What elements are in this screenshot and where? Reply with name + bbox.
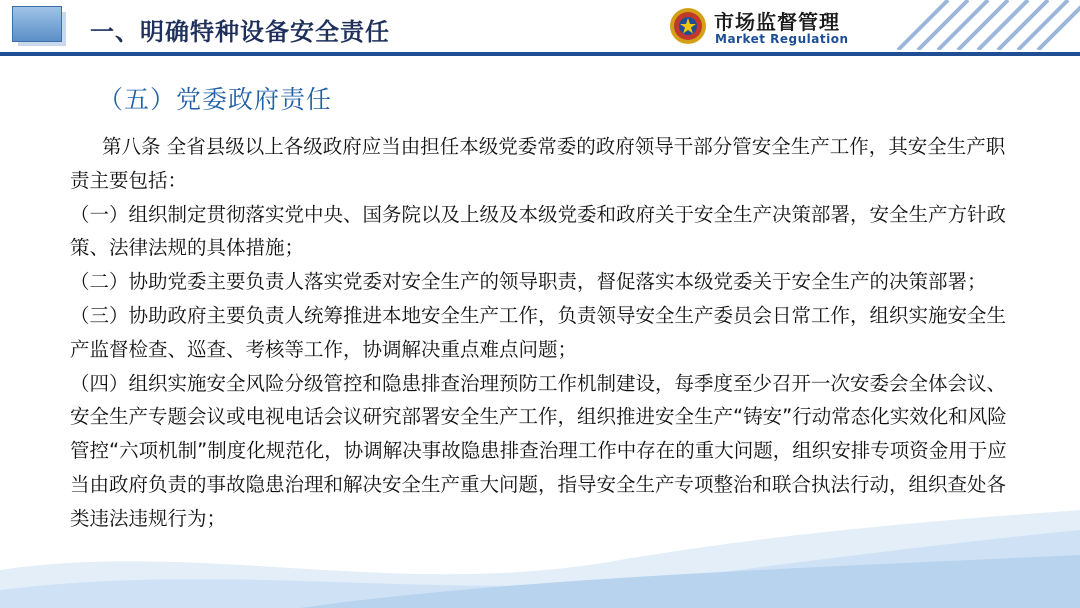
market-regulation-logo xyxy=(668,4,868,50)
header-decor-box xyxy=(12,6,62,42)
police-emblem-icon xyxy=(668,4,708,48)
header-bar xyxy=(0,0,1080,60)
logo-english-text: Market Regulation xyxy=(715,32,849,46)
header-divider xyxy=(0,52,1080,56)
header-decor-stripes xyxy=(858,0,1080,50)
header-title: 一、明确特种设备安全责任 xyxy=(90,18,390,46)
article-body xyxy=(70,130,1015,536)
article-intro: 第八条 全省县级以上各级政府应当由担任本级党委常委的政府领导干部分管安全生产工作，其安全生产职责主要包括： xyxy=(70,135,1006,192)
section-title: （五）党委政府责任 xyxy=(98,85,333,114)
article-item-3: （三）协助政府主要负责人统筹推进本地安全生产工作，负责领导安全生产委员会日常工作，组织实施安全生产监督检查、巡查、考核等工作，协调解决重点难点问题； xyxy=(70,303,1007,361)
article-item-1: （一）组织制定贯彻落实党中央、国务院以及上级及本级党委和政府关于安全生产决策部署，安全生产方针政策、法律法规的具体措施； xyxy=(70,202,1007,260)
article-item-2: （二）协助党委主要负责人落实党委对安全生产的领导职责，督促落实本级党委关于安全生产的决策部署； xyxy=(70,270,987,294)
logo-chinese-text: 市场监督管理 xyxy=(714,10,840,34)
article-item-4: （四）组织实施安全风险分级管控和隐患排查治理预防工作机制建设，每季度至少召开一次安委会全体会议、安全生产专题会议或电视电话会议研究部署安全生产工作，组织推进安全生产“铸安”行动常态化实效化和风险管控“六项机制”制度化规范化，协调解决事故隐患排查治理工作中存在的重大问题，组织安排专项资金用于应当由政府负责的事故隐患治理和解决安全生产重大问题，指导安全生产专项整治和联合执法行动，组织查处各类违法违规行为； xyxy=(70,371,1007,530)
